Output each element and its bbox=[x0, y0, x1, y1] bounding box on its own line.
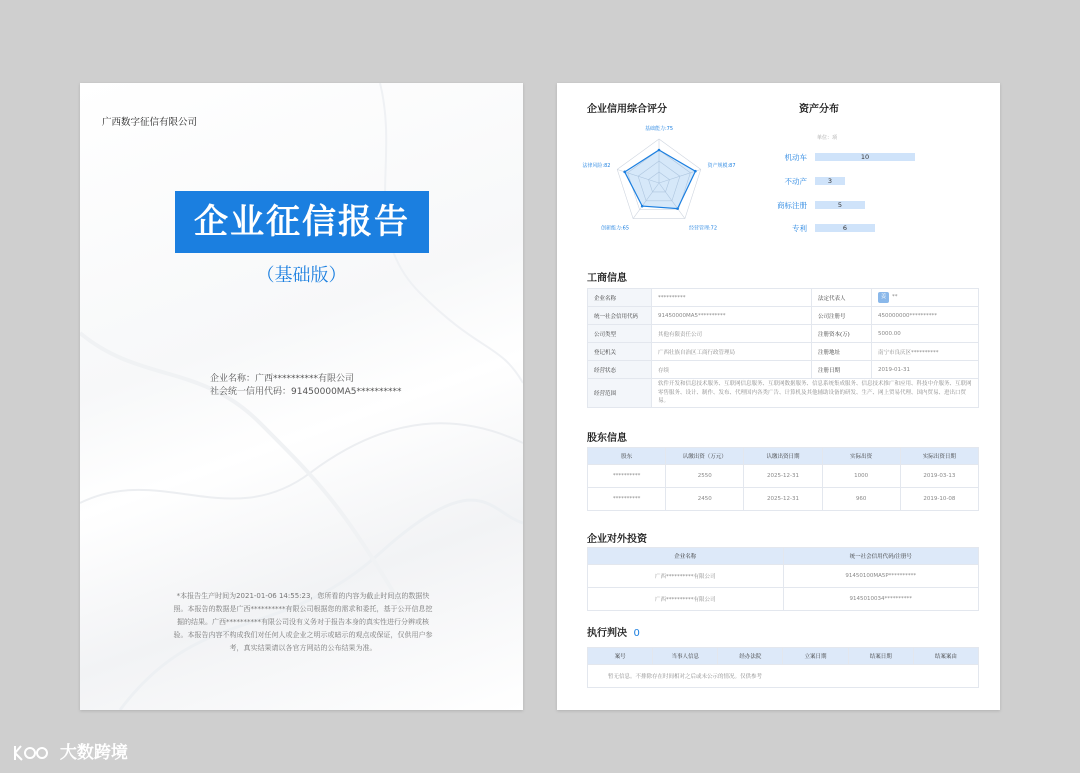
asset-distribution-title: 资产分布 bbox=[799, 104, 839, 115]
table-header-row bbox=[588, 548, 979, 565]
radar-label: 法律风险:82 bbox=[582, 163, 611, 170]
table-cell: 9145010034********** bbox=[783, 588, 979, 611]
table-row bbox=[588, 325, 979, 343]
shareholders-table bbox=[587, 447, 979, 511]
field-value: 450000000********** bbox=[872, 307, 979, 325]
avatar: 姜 bbox=[878, 292, 889, 303]
asset-bar: 5 bbox=[815, 201, 865, 209]
table-row bbox=[588, 588, 979, 611]
judgment-table bbox=[587, 647, 979, 688]
judgment-title bbox=[587, 624, 640, 639]
column-header: 认缴出资日期 bbox=[744, 448, 822, 465]
business-scope-text: 软件开发和信息技术服务、互联网信息服务、互联网数据服务、信息系统集成服务、信息技术推广和应用、科技中介服务、互联网零售服务、设计、制作、发布、代理国内各类广告、计算机及其他辅助设备的研发、生产、网上贸易代理、国内贸易、进出口贸易。 bbox=[652, 379, 979, 408]
column-header: 立案日期 bbox=[783, 648, 848, 665]
field-value: ********** bbox=[652, 289, 812, 307]
field-label: 注册地址 bbox=[812, 343, 872, 361]
table-cell: 广西**********有限公司 bbox=[588, 588, 784, 611]
asset-category-label: 机动车 bbox=[784, 153, 807, 162]
business-info-table bbox=[587, 288, 979, 408]
column-header: 结案日期 bbox=[848, 648, 913, 665]
radar-label: 基础能力:75 bbox=[644, 126, 674, 132]
judgment-count: 0 bbox=[633, 628, 640, 639]
legal-rep-name: ** bbox=[892, 294, 898, 300]
column-header: 当事人信息 bbox=[653, 648, 718, 665]
table-row bbox=[588, 465, 979, 488]
report-cover-page bbox=[80, 83, 523, 710]
table-row bbox=[588, 488, 979, 511]
table-cell: 2450 bbox=[666, 488, 744, 511]
disclaimer-text: *本报告生产时间为2021-01-06 14:55:23，您所看的内容为截止时间点的数据快照。本报告的数据是广西**********有限公司根据您的需求和委托，基于公开信息挖掘的结果。广西**********有限公司没有义务对于报告本身的真实性进行分辨或核验。本报告内容不构成我们对任何人或企业之明示或暗示的观点或保证，仅供用户参考，真实结果请以各官方网站的公布结果为准。 bbox=[173, 592, 433, 652]
business-info-title: 工商信息 bbox=[587, 273, 627, 284]
table-cell: 1000 bbox=[822, 465, 900, 488]
asset-bar: 3 bbox=[815, 177, 845, 185]
column-header: 认缴出资（万元） bbox=[666, 448, 744, 465]
report-subtitle: （基础版） bbox=[256, 265, 347, 286]
radar-point bbox=[623, 171, 626, 174]
field-label: 经营范围 bbox=[588, 379, 652, 408]
field-value: 广西壮族自治区工商行政管理局 bbox=[652, 343, 812, 361]
issuer-company-name: 广西数字征信有限公司 bbox=[102, 117, 198, 128]
field-label: 注册日期 bbox=[812, 361, 872, 379]
column-header: 实际出资 bbox=[822, 448, 900, 465]
column-header: 经办法院 bbox=[718, 648, 783, 665]
field-value: 存续 bbox=[652, 361, 812, 379]
table-cell: 2019-03-13 bbox=[900, 465, 978, 488]
table-cell: ********** bbox=[588, 465, 666, 488]
credit-score-radar-chart bbox=[577, 123, 757, 248]
field-value: 2019-01-31 bbox=[872, 361, 979, 379]
field-label: 法定代表人 bbox=[812, 289, 872, 307]
credit-code-line: 社会统一信用代码：91450000MA5********** bbox=[210, 387, 402, 397]
judgment-title-text: 执行判决 bbox=[587, 628, 627, 639]
field-value bbox=[872, 289, 979, 307]
table-row bbox=[588, 379, 979, 408]
watermark-logo bbox=[12, 738, 128, 764]
table-row bbox=[588, 665, 979, 688]
field-label: 注册资本(万) bbox=[812, 325, 872, 343]
asset-bar: 6 bbox=[815, 224, 875, 232]
radar-point bbox=[641, 205, 644, 208]
enterprise-name-line: 企业名称：广西**********有限公司 bbox=[210, 374, 355, 384]
credit-score-title: 企业信用综合评分 bbox=[587, 104, 667, 115]
field-label: 公司注册号 bbox=[812, 307, 872, 325]
report-title: 企业征信报告 bbox=[175, 191, 429, 253]
report-detail-page bbox=[557, 83, 1000, 710]
asset-bar: 10 bbox=[815, 153, 915, 161]
field-label: 公司类型 bbox=[588, 325, 652, 343]
asset-category-label: 商标注册 bbox=[777, 201, 807, 210]
asset-category-label: 不动产 bbox=[784, 177, 807, 186]
field-value: 其他有限责任公司 bbox=[652, 325, 812, 343]
field-label: 企业名称 bbox=[588, 289, 652, 307]
asset-category-label: 专利 bbox=[792, 224, 807, 233]
column-header: 案号 bbox=[588, 648, 653, 665]
table-row bbox=[588, 307, 979, 325]
table-header-row bbox=[588, 448, 979, 465]
table-cell: 2550 bbox=[666, 465, 744, 488]
asset-unit-label: 单位：项 bbox=[817, 135, 838, 141]
table-cell: 广西**********有限公司 bbox=[588, 565, 784, 588]
field-label: 统一社会信用代码 bbox=[588, 307, 652, 325]
table-cell: 91450100MA5P********** bbox=[783, 565, 979, 588]
investment-table bbox=[587, 547, 979, 611]
radar-point bbox=[694, 170, 697, 173]
field-label: 经营状态 bbox=[588, 361, 652, 379]
radar-point bbox=[658, 149, 661, 152]
empty-state-text: 暂无信息。不排除存在时间相对之后或未公示的情况。仅供参考 bbox=[588, 665, 979, 688]
shareholders-title: 股东信息 bbox=[587, 433, 627, 444]
radar-label: 创新能力:65 bbox=[600, 225, 630, 232]
table-cell: 2019-10-08 bbox=[900, 488, 978, 511]
column-header: 实际出资日期 bbox=[900, 448, 978, 465]
column-header: 股东 bbox=[588, 448, 666, 465]
field-value: 5000.00 bbox=[872, 325, 979, 343]
table-row bbox=[588, 289, 979, 307]
field-value: 南宁市良庆区********** bbox=[872, 343, 979, 361]
table-cell: 2025-12-31 bbox=[744, 488, 822, 511]
radar-label: 资产规模:87 bbox=[707, 163, 736, 170]
table-cell: ********** bbox=[588, 488, 666, 511]
radar-point bbox=[676, 207, 679, 210]
column-header: 统一社会信用代码/注册号 bbox=[783, 548, 979, 565]
table-row bbox=[588, 565, 979, 588]
watermark-text: 大数跨境 bbox=[59, 743, 128, 763]
table-header-row bbox=[588, 648, 979, 665]
field-value: 91450000MA5********** bbox=[652, 307, 812, 325]
column-header: 企业名称 bbox=[588, 548, 784, 565]
table-row bbox=[588, 343, 979, 361]
table-row bbox=[588, 361, 979, 379]
table-cell: 2025-12-31 bbox=[744, 465, 822, 488]
radar-data-area bbox=[625, 150, 696, 209]
table-cell: 960 bbox=[822, 488, 900, 511]
field-label: 登记机关 bbox=[588, 343, 652, 361]
investment-title: 企业对外投资 bbox=[587, 534, 647, 545]
logo-icon bbox=[12, 742, 54, 764]
column-header: 结案案由 bbox=[913, 648, 978, 665]
radar-label: 经营管理:72 bbox=[688, 225, 718, 232]
